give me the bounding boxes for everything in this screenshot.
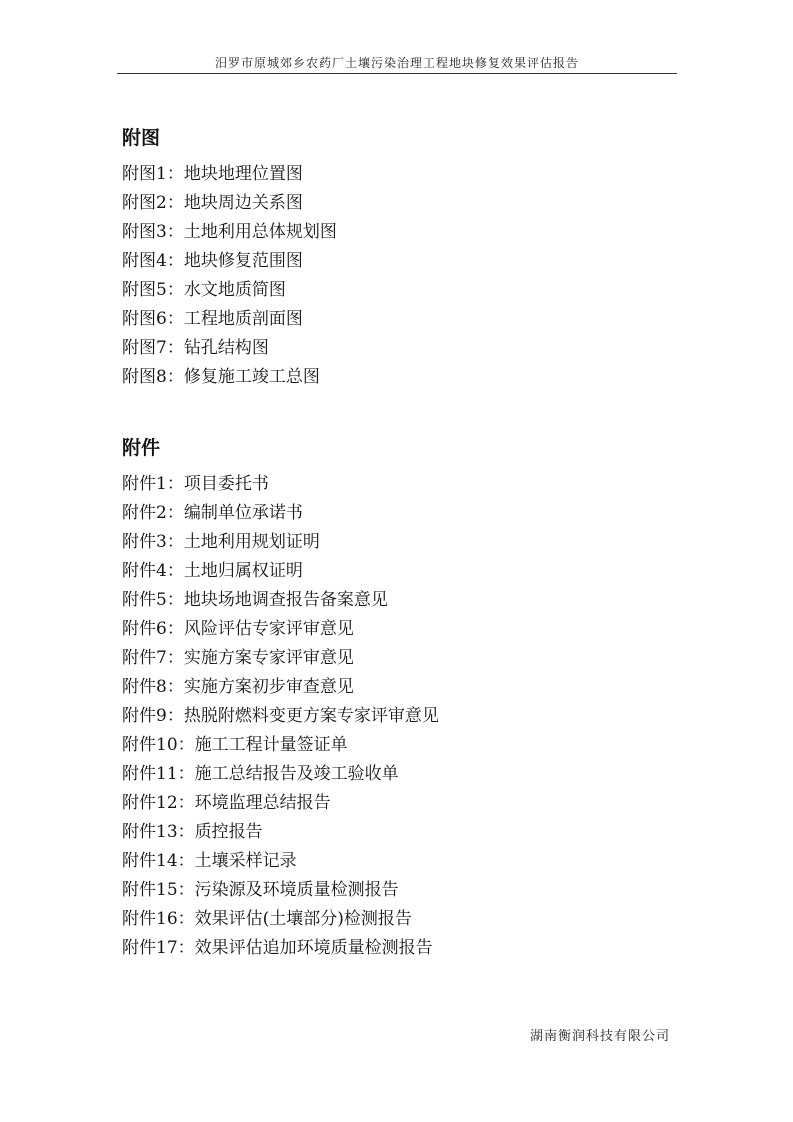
attachment-item: 附件5：地块场地调查报告备案意见 [122, 590, 388, 610]
attachment-item: 附件2：编制单位承诺书 [122, 503, 303, 523]
attachment-item: 附件13：质控报告 [122, 822, 263, 842]
page-header: 汨罗市原城郊乡农药厂土壤污染治理工程地块修复效果评估报告 [214, 56, 579, 70]
attachments-list [122, 470, 439, 963]
figure-item: 附图8：修复施工竣工总图 [122, 367, 320, 387]
figures-list [122, 160, 337, 392]
attachment-item: 附件8：实施方案初步审查意见 [122, 677, 354, 697]
figure-item: 附图1：地块地理位置图 [122, 164, 303, 184]
attachment-item: 附件11：施工总结报告及竣工验收单 [122, 764, 399, 784]
attachment-item: 附件1：项目委托书 [122, 474, 269, 494]
attachment-item: 附件3：土地利用规划证明 [122, 532, 320, 552]
figure-item: 附图4：地块修复范围图 [122, 251, 303, 271]
figure-item: 附图5：水文地质简图 [122, 280, 286, 300]
attachment-item: 附件7：实施方案专家评审意见 [122, 648, 354, 668]
figures-section-title: 附图 [122, 127, 161, 149]
attachment-item: 附件12：环境监理总结报告 [122, 793, 331, 813]
attachment-item: 附件15：污染源及环境质量检测报告 [122, 880, 399, 900]
attachment-item: 附件6：风险评估专家评审意见 [122, 619, 354, 639]
attachments-section-title: 附件 [122, 437, 161, 459]
attachment-item: 附件10：施工工程计量签证单 [122, 735, 348, 755]
attachment-item: 附件4：土地归属权证明 [122, 561, 303, 581]
figure-item: 附图6：工程地质剖面图 [122, 309, 303, 329]
page-footer-company: 湖南衡润科技有限公司 [529, 1029, 670, 1044]
figure-item: 附图7：钻孔结构图 [122, 338, 269, 358]
figure-item: 附图2：地块周边关系图 [122, 193, 303, 213]
attachment-item: 附件9：热脱附燃料变更方案专家评审意见 [122, 706, 439, 726]
figure-item: 附图3：土地利用总体规划图 [122, 222, 337, 242]
header-divider [117, 73, 677, 74]
attachment-item: 附件17：效果评估追加环境质量检测报告 [122, 938, 433, 958]
attachment-item: 附件16：效果评估(土壤部分)检测报告 [122, 909, 412, 929]
attachment-item: 附件14：土壤采样记录 [122, 851, 297, 871]
